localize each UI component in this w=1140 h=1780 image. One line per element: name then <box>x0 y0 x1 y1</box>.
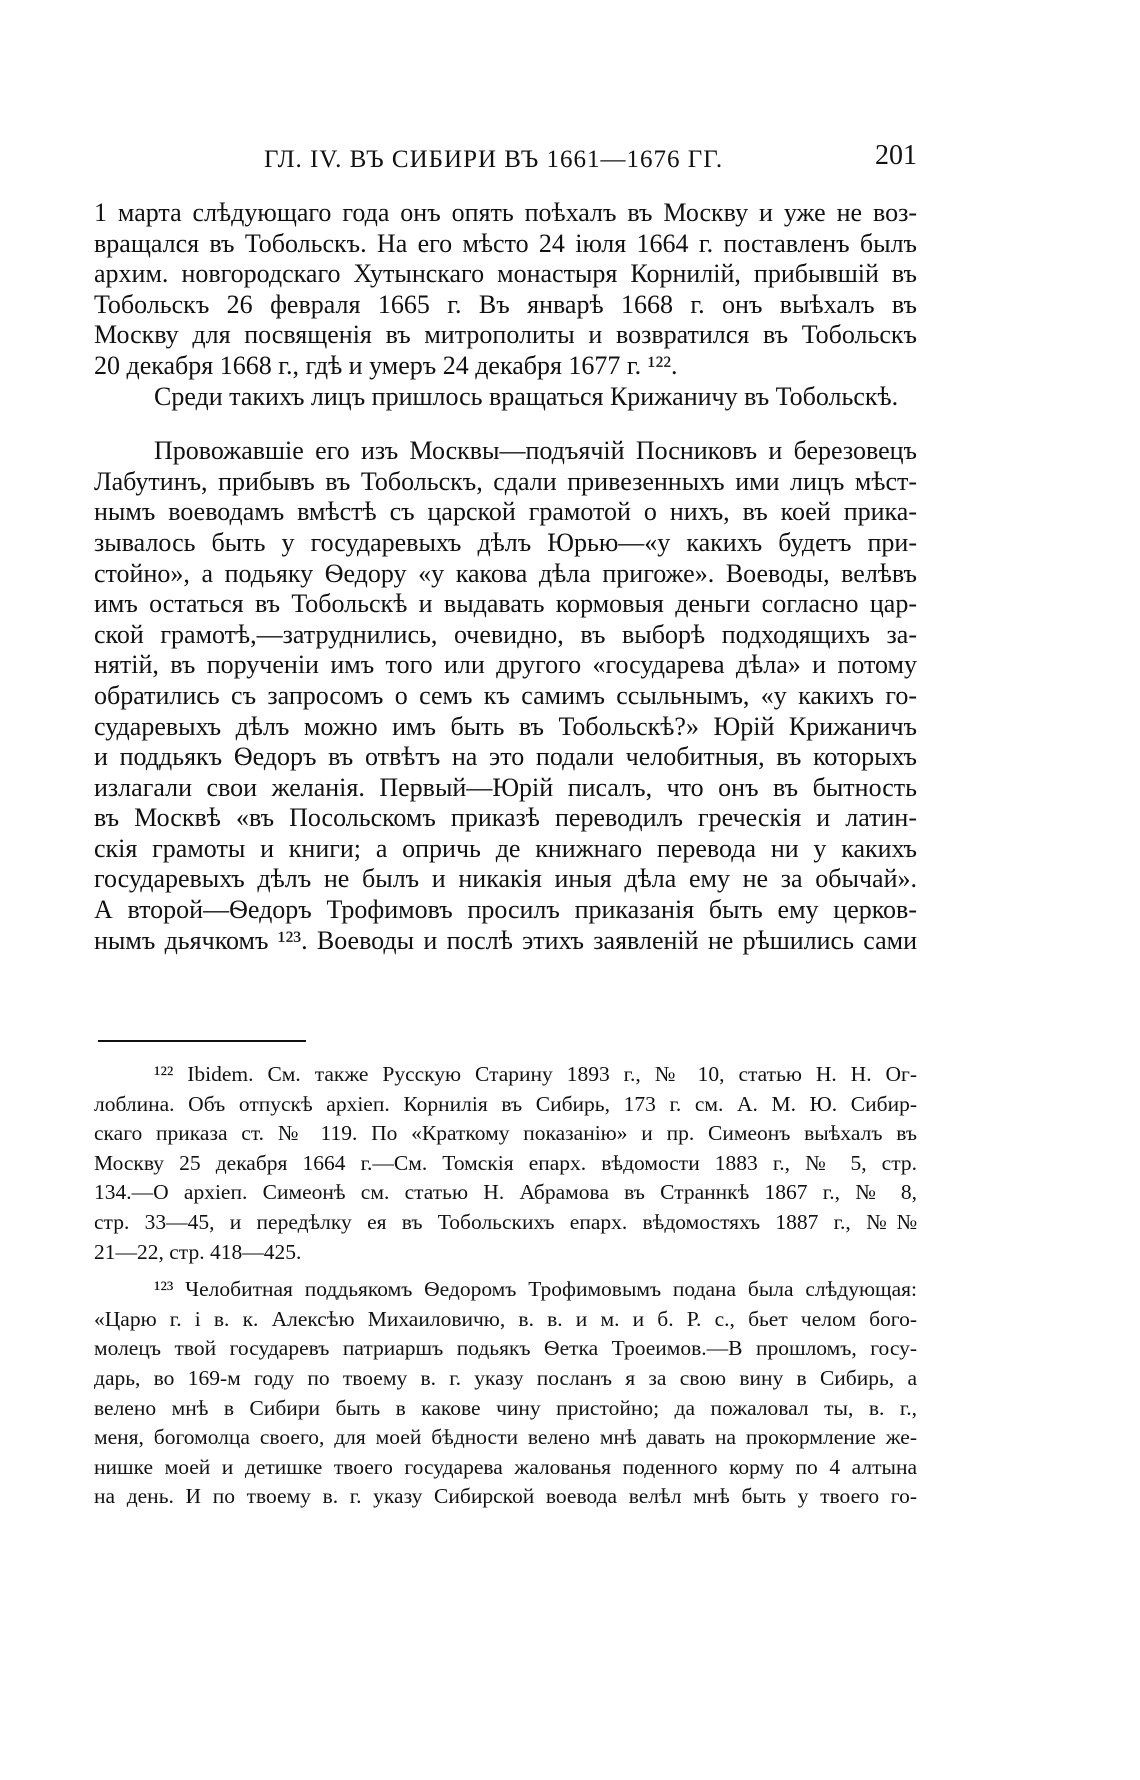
footnote-gap <box>94 1267 917 1275</box>
footnote-line: стр. 33—45, и передѣлку ея въ Тобольскихъ епарх. вѣдомостяхъ 1887 г., №№ <box>94 1209 917 1234</box>
text-line: ской грамотѣ,—затруднились, очевидно, въ выборѣ подходящихъ за- <box>94 619 917 649</box>
text-line: А второй—Ѳедоръ Трофимовъ просилъ приказанія быть ему церков- <box>94 895 917 925</box>
main-text <box>94 198 917 956</box>
footnote-line: нишке моей и детишке твоего государева жалованья поденного корму по 4 алтына <box>94 1454 917 1479</box>
text-line: нымъ дьячкомъ ¹²³. Воеводы и послѣ этихъ заявленій не рѣшились сами <box>94 925 917 955</box>
text-line: нятій, въ порученіи имъ того или другого «государева дѣла» и потому <box>94 650 917 680</box>
text-line: имъ остаться въ Тобольскѣ и выдавать кормовыя деньги согласно цар- <box>94 589 917 619</box>
footnote-line: ¹²² Ibidem. См. также Русскую Старину 1893 г., № 10, статью Н. Н. Ог- <box>154 1062 917 1086</box>
running-head <box>94 140 917 180</box>
footnote-line: дарь, во 169-м году по твоему в. г. указу посланъ я за свою вину в Сибирь, а <box>94 1365 917 1390</box>
text-line: Провожавшіе его изъ Москвы—подъячій Посниковъ и березовецъ <box>154 436 917 466</box>
footnote-line: лоблина. Объ отпускѣ архіеп. Корнилія въ Сибирь, 173 г. см. А. М. Ю. Сибир- <box>94 1091 917 1116</box>
footnotes <box>94 1060 917 1512</box>
text-line: вращался въ Тобольскъ. На его мѣсто 24 іюля 1664 г. поставленъ былъ <box>94 228 917 258</box>
footnote-line: молецъ твой государевъ патриаршъ подьякъ Ѳетка Троеимов.—В прошломъ, госу- <box>94 1336 917 1361</box>
footnote-line: Москву 25 декабря 1664 г.—См. Томскія епарх. вѣдомости 1883 г., № 5, стр. <box>94 1150 917 1175</box>
footnote-line: 21—22, стр. 418—425. <box>94 1239 302 1264</box>
footnote-line: на день. И по твоему в. г. указу Сибирской воевода велѣл мнѣ быть у твоего го- <box>94 1484 917 1509</box>
text-line: обратились съ запросомъ о семъ къ самимъ ссыльнымъ, «у какихъ го- <box>94 680 917 710</box>
text-line: скія грамоты и книги; а опричь де книжнаго перевода ни у какихъ <box>94 833 917 863</box>
text-line: въ Москвѣ «въ Посольскомъ приказѣ переводилъ греческія и латин- <box>94 803 917 833</box>
footnote-line: велено мнѣ в Сибири быть в какове чину пристойно; да пожаловал ты, в. г., <box>94 1395 917 1420</box>
text-line: Лабутинъ, прибывъ въ Тобольскъ, сдали привезенныхъ ими лицъ мѣст- <box>94 466 917 496</box>
text-line: зывалось быть у государевыхъ дѣлъ Юрью—«у какихъ будетъ при- <box>94 527 917 557</box>
text-line: стойно», а подьяку Ѳедору «у какова дѣла пригоже». Воеводы, велѣвъ <box>94 558 917 588</box>
text-line: сударевыхъ дѣлъ можно имъ быть въ Тобольскѣ?» Юрій Крижаничъ <box>94 711 917 741</box>
page-number: 201 <box>875 140 917 171</box>
text-line: 1 марта слѣдующаго года онъ опять поѣхалъ въ Москву и уже не воз- <box>94 198 917 227</box>
footnote-line: скаго приказа ст. № 119. По «Краткому показанію» и пр. Симеонъ выѣхалъ въ <box>94 1121 917 1146</box>
text-line: Тобольскъ 26 февраля 1665 г. Въ январѣ 1668 г. онъ выѣхалъ въ <box>94 289 917 319</box>
footnote-line: меня, богомолца своего, для моей бѣдности велено мнѣ давать на прокормление же- <box>94 1425 917 1450</box>
text-line: Среди такихъ лицъ пришлось вращаться Крижаничу въ Тобольскѣ. <box>154 381 899 411</box>
paragraph-gap <box>94 412 917 436</box>
footnote-line: ¹²³ Челобитная поддьякомъ Ѳедоромъ Трофимовымъ подана была слѣдующая: <box>154 1277 917 1302</box>
footnote-divider <box>98 1040 306 1042</box>
text-line: и поддьякъ Ѳедоръ въ отвѣтъ на это подали челобитныя, въ которыхъ <box>94 742 917 772</box>
text-line: архим. новгородскаго Хутынскаго монастыря Корнилій, прибывшій въ <box>94 259 917 289</box>
text-line: государевыхъ дѣлъ не былъ и никакія иныя дѣла ему не за обычай». <box>94 864 917 894</box>
text-line: 20 декабря 1668 г., гдѣ и умеръ 24 декабря 1677 г. ¹²². <box>94 350 678 380</box>
footnote-line: «Царю г. і в. к. Алексѣю Михаиловичю, в. в. и м. и б. Р. с., бьет челом бого- <box>94 1306 917 1331</box>
footnote-line: 134.—О архіеп. Симеонѣ см. статью Н. Абрамова въ Страннкѣ 1867 г., № 8, <box>94 1180 917 1205</box>
text-line: Москву для посвященія въ митрополиты и возвратился въ Тобольскъ <box>94 320 917 350</box>
text-line: нымъ воеводамъ вмѣстѣ съ царской грамотой о нихъ, въ коей прика- <box>94 497 917 527</box>
text-line: излагали свои желанія. Первый—Юрій писалъ, что онъ въ бытность <box>94 772 917 802</box>
chapter-title: ГЛ. IV. ВЪ СИБИРИ ВЪ 1661—1676 ГГ. <box>264 146 724 173</box>
